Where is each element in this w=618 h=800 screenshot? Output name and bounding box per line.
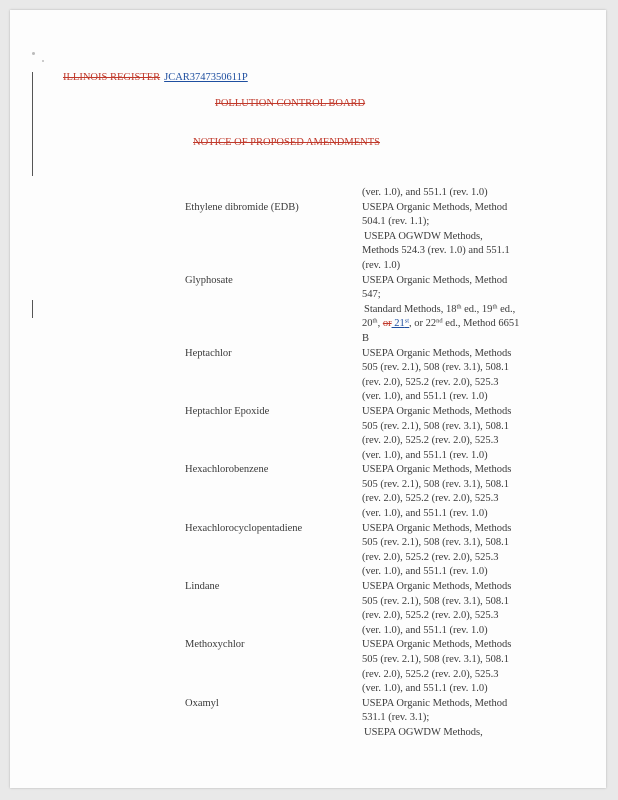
- register-header: [63, 72, 248, 83]
- method-line: USEPA Organic Methods, Methods: [362, 347, 512, 359]
- methods-cell: [362, 405, 606, 463]
- method-line: (ver. 1.0), and 551.1 (rev. 1.0): [362, 187, 488, 198]
- standard-methods-line: 20th, or 21st, or 22nd ed., Method 6651: [362, 317, 520, 330]
- method-line: 547;: [362, 289, 381, 301]
- method-line: 505 (rev. 2.1), 508 (rev. 3.1), 508.1: [362, 595, 510, 607]
- chemical-name: Hexachlorocyclopentadiene: [185, 522, 303, 534]
- methods-cell: [362, 697, 606, 741]
- chemical-name: Oxamyl: [185, 697, 219, 709]
- method-line: (ver. 1.0), and 551.1 (rev. 1.0): [362, 391, 488, 403]
- table-row: [185, 186, 606, 201]
- method-line: (rev. 2.0), 525.2 (rev. 2.0), 525.3: [362, 376, 499, 388]
- method-line: 505 (rev. 2.1), 508 (rev. 3.1), 508.1: [362, 362, 510, 374]
- register-title: ILLINOIS REGISTER: [63, 72, 161, 83]
- method-line: 505 (rev. 2.1), 508 (rev. 3.1), 508.1: [362, 537, 510, 549]
- table-row: [185, 697, 606, 741]
- method-line: USEPA Organic Methods, Method: [362, 201, 508, 213]
- table-row: [185, 463, 606, 521]
- chemical-name: Lindane: [185, 581, 220, 593]
- deleted-text: or: [382, 318, 392, 330]
- method-line: (ver. 1.0), and 551.1 (rev. 1.0): [362, 683, 488, 695]
- standard-methods-line: Standard Methods, 18th ed., 19th ed.,: [364, 303, 516, 315]
- methods-cell: [362, 274, 606, 347]
- board-title: POLLUTION CONTROL BOARD: [215, 98, 366, 109]
- table-row: [185, 274, 606, 347]
- method-line: 505 (rev. 2.1), 508 (rev. 3.1), 508.1: [362, 654, 510, 665]
- methods-cell: [362, 638, 606, 696]
- method-line: 504.1 (rev. 1.1);: [362, 216, 430, 228]
- method-line: USEPA OGWDW Methods,: [364, 230, 483, 242]
- method-line: (rev. 2.0), 525.2 (rev. 2.0), 525.3: [362, 435, 499, 447]
- methods-cell: [362, 580, 606, 638]
- method-line: 505 (rev. 2.1), 508 (rev. 3.1), 508.1: [362, 420, 510, 432]
- method-line: 505 (rev. 2.1), 508 (rev. 3.1), 508.1: [362, 478, 510, 490]
- method-line: (rev. 2.0), 525.2 (rev. 2.0), 525.3: [362, 610, 499, 622]
- method-line: USEPA OGWDW Methods,: [364, 726, 483, 738]
- chemical-name: Heptachlor: [185, 347, 232, 359]
- change-bar: [32, 300, 33, 318]
- table-row: [185, 405, 606, 463]
- document-page: [10, 10, 606, 788]
- chemical-name: Ethylene dibromide (EDB): [185, 201, 299, 213]
- method-line: Methods 524.3 (rev. 1.0) and 551.1: [362, 245, 510, 257]
- method-line: USEPA Organic Methods, Methods: [362, 405, 512, 417]
- methods-cell: [362, 522, 606, 580]
- notice-title: NOTICE OF PROPOSED AMENDMENTS: [193, 137, 380, 148]
- table-row: [185, 347, 606, 405]
- methods-cell: [362, 186, 606, 201]
- method-line: 531.1 (rev. 3.1);: [362, 712, 430, 724]
- standard-methods-line: B: [362, 332, 370, 344]
- scan-speck: [42, 60, 44, 62]
- table-row: [185, 638, 606, 696]
- chemical-name: Glyphosate: [185, 274, 233, 286]
- method-line: USEPA Organic Methods, Method: [362, 274, 508, 286]
- method-line: USEPA Organic Methods, Method: [362, 697, 508, 709]
- methods-cell: [362, 463, 606, 521]
- method-line: (rev. 1.0): [362, 259, 401, 271]
- method-line: USEPA Organic Methods, Methods: [362, 639, 512, 651]
- jcar-code: JCAR3747350611P: [164, 72, 248, 83]
- method-line: (ver. 1.0), and 551.1 (rev. 1.0): [362, 624, 488, 636]
- method-line: USEPA Organic Methods, Methods: [362, 522, 512, 534]
- method-line: (ver. 1.0), and 551.1 (rev. 1.0): [362, 449, 488, 461]
- method-line: (ver. 1.0), and 551.1 (rev. 1.0): [362, 508, 488, 520]
- methods-table: [185, 186, 606, 741]
- chemical-name: Hexachlorobenzene: [185, 464, 269, 476]
- table-row: [185, 522, 606, 580]
- inserted-text: 21st: [391, 317, 410, 330]
- methods-cell: [362, 201, 606, 274]
- method-line: (ver. 1.0), and 551.1 (rev. 1.0): [362, 566, 488, 578]
- chemical-name: Heptachlor Epoxide: [185, 405, 270, 417]
- method-line: USEPA Organic Methods, Methods: [362, 464, 512, 476]
- change-bar: [32, 72, 33, 176]
- table-row: [185, 580, 606, 638]
- method-line: (rev. 2.0), 525.2 (rev. 2.0), 525.3: [362, 493, 499, 505]
- table-row: [185, 201, 606, 274]
- method-line: (rev. 2.0), 525.2 (rev. 2.0), 525.3: [362, 668, 499, 680]
- scan-speck: [32, 52, 35, 55]
- method-line: (rev. 2.0), 525.2 (rev. 2.0), 525.3: [362, 551, 499, 563]
- methods-cell: [362, 347, 606, 405]
- chemical-name: Methoxychlor: [185, 639, 245, 651]
- method-line: USEPA Organic Methods, Methods: [362, 581, 512, 593]
